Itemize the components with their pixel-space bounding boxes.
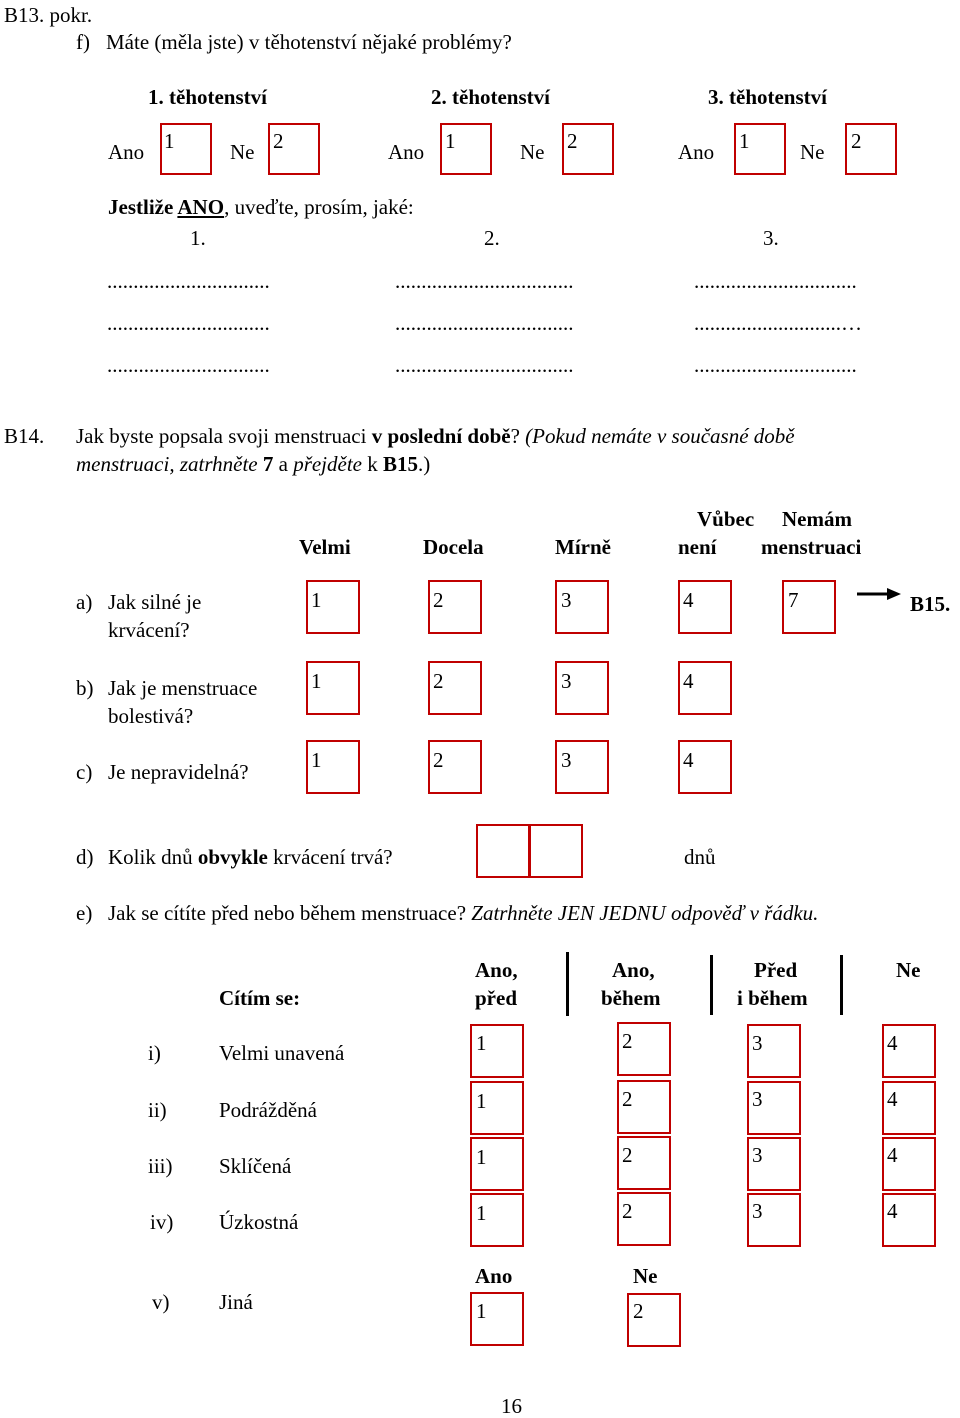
e-row-2-code-3: 3: [752, 1087, 763, 1111]
row-b-code-1: 1: [311, 669, 322, 693]
e-row-4-code-1: 1: [476, 1201, 487, 1225]
row-b-code-3: 3: [561, 669, 572, 693]
answer-line-2-3[interactable]: ..................................: [395, 353, 574, 377]
e-row-4-num: iv): [150, 1210, 174, 1234]
col-vubec-line2: není: [678, 535, 717, 559]
answer-number-2: 2.: [484, 226, 500, 250]
answer-line-2-2[interactable]: ..................................: [395, 311, 574, 335]
b14-question-bold: v poslední době: [371, 424, 511, 448]
skip-to-b15: B15.: [910, 592, 951, 616]
answer-number-3: 3.: [763, 226, 779, 250]
e-row-1-label: Velmi unavená: [219, 1041, 345, 1065]
e-col1-line2: před: [475, 986, 517, 1010]
col-docela: Docela: [423, 535, 484, 559]
row-e-text: [108, 903, 818, 924]
row-a-text-1: Jak silné je: [108, 590, 202, 614]
row-b-code-2: 2: [433, 669, 444, 693]
v-ne-code: 2: [633, 1299, 644, 1323]
page-number: 16: [501, 1394, 522, 1418]
if-yes-word: ANO: [177, 195, 225, 219]
pregnancy-1-header: 1. těhotenství: [148, 85, 267, 109]
b14-question-mark: ?: [510, 424, 520, 448]
e-row-3-code-1: 1: [476, 1145, 487, 1169]
e-row-3-num: iii): [148, 1154, 173, 1178]
p3-ano-code: 1: [739, 129, 750, 153]
e-row-3-code-4: 4: [887, 1143, 898, 1167]
row-a-code-1: 1: [311, 588, 322, 612]
e-col3-line2: i během: [737, 986, 808, 1010]
e-row-3-code-2: 2: [622, 1143, 633, 1167]
col-nemam-line1: Nemám: [782, 507, 852, 531]
e-col2-line2: během: [601, 986, 661, 1010]
row-b-text-1: Jak je menstruace: [108, 676, 258, 700]
e-col4: Ne: [896, 958, 921, 982]
b14-question-start: Jak byste popsala svoji menstruaci: [76, 424, 372, 448]
row-a-code-2: 2: [433, 588, 444, 612]
answer-line-1-3[interactable]: ...............................: [107, 353, 270, 377]
b14-question-line1: [76, 426, 795, 447]
days-digit-2-box[interactable]: [529, 824, 583, 878]
e-col3-line1: Před: [754, 958, 798, 982]
row-d-text-bold: obvykle: [197, 845, 268, 869]
row-a-code-4: 4: [683, 588, 694, 612]
e-row-2-num: ii): [148, 1098, 167, 1122]
v-ne-header: Ne: [633, 1264, 658, 1288]
p2-ne-code: 2: [567, 129, 578, 153]
b14-note-1: (Pokud nemáte v současné době: [519, 424, 795, 448]
e-row-1-code-3: 3: [752, 1031, 763, 1055]
e-row-2-label: Podrážděná: [219, 1098, 317, 1122]
row-c-label: c): [76, 760, 93, 784]
p2-ano-code: 1: [445, 129, 456, 153]
col-nemam-line2: menstruaci: [761, 535, 862, 559]
p2-ano-label: Ano: [388, 140, 425, 164]
if-yes-instruction: [108, 197, 414, 218]
row-e-label: e): [76, 901, 93, 925]
e-col1-line1: Ano,: [475, 958, 518, 982]
col-mirne: Mírně: [555, 535, 611, 559]
e-col2-line1: Ano,: [612, 958, 655, 982]
e-row-3-code-3: 3: [752, 1143, 763, 1167]
row-b-text-2: bolestivá?: [108, 704, 194, 728]
b14-note-2g: .): [418, 452, 431, 476]
e-col-divider-3: [840, 955, 843, 1015]
v-ano-code: 1: [476, 1299, 487, 1323]
p2-ne-label: Ne: [520, 140, 545, 164]
row-e-instruction: Zatrhněte JEN JEDNU odpověď v řádku.: [471, 901, 819, 925]
answer-number-1: 1.: [190, 226, 206, 250]
e-row-1-code-4: 4: [887, 1031, 898, 1055]
e-row-1-num: i): [148, 1041, 161, 1065]
question-f-text: Máte (měla jste) v těhotenství nějaké problémy?: [106, 30, 512, 54]
b14-note-2f: B15: [383, 452, 419, 476]
row-d-text: [108, 847, 393, 868]
p1-ano-label: Ano: [108, 140, 145, 164]
col-vubec-line1: Vůbec: [697, 507, 755, 531]
b14-note-2e: k: [362, 452, 383, 476]
row-d-text-2: krvácení trvá?: [267, 845, 393, 869]
col-velmi: Velmi: [299, 535, 351, 559]
answer-line-3-3[interactable]: ...............................: [694, 353, 857, 377]
pregnancy-2-header: 2. těhotenství: [431, 85, 550, 109]
answer-line-2-1[interactable]: ..................................: [395, 269, 574, 293]
e-row-4-code-4: 4: [887, 1199, 898, 1223]
row-a-code-3: 3: [561, 588, 572, 612]
e-row-4-code-2: 2: [622, 1199, 633, 1223]
section-label-b14: B14.: [4, 424, 45, 448]
e-row-2-code-2: 2: [622, 1087, 633, 1111]
row-c-code-1: 1: [311, 748, 322, 772]
p1-ano-code: 1: [164, 129, 175, 153]
e-col-divider-2: [710, 955, 713, 1015]
e-row-5-label: Jiná: [219, 1290, 253, 1314]
row-c-code-4: 4: [683, 748, 694, 772]
e-row-1-code-1: 1: [476, 1031, 487, 1055]
row-c-code-3: 3: [561, 748, 572, 772]
e-row-1-code-2: 2: [622, 1029, 633, 1053]
if-yes-prefix: Jestliže: [108, 195, 178, 219]
row-a-code-7: 7: [788, 588, 799, 612]
row-e-question: Jak se cítíte před nebo během menstruace?: [108, 901, 472, 925]
b14-note-2d: přejděte: [293, 452, 362, 476]
e-row-4-code-3: 3: [752, 1199, 763, 1223]
row-a-text-2: krvácení?: [108, 618, 190, 642]
e-col-divider-1: [566, 952, 569, 1016]
row-b-code-4: 4: [683, 669, 694, 693]
question-f-label: f): [76, 30, 90, 54]
p3-ne-code: 2: [851, 129, 862, 153]
row-b-label: b): [76, 676, 94, 700]
row-d-label: d): [76, 845, 94, 869]
pregnancy-3-header: 3. těhotenství: [708, 85, 827, 109]
e-row-5-num: v): [152, 1290, 170, 1314]
p3-ano-label: Ano: [678, 140, 715, 164]
e-row-2-code-1: 1: [476, 1089, 487, 1113]
answer-line-3-2[interactable]: ............................…: [694, 311, 862, 335]
e-row-3-label: Sklíčená: [219, 1154, 292, 1178]
feel-header: Cítím se:: [219, 986, 301, 1010]
b14-note-2c: a: [273, 452, 294, 476]
row-c-text: Je nepravidelná?: [108, 760, 249, 784]
arrow-right-icon: [857, 586, 901, 602]
v-ano-header: Ano: [475, 1264, 513, 1288]
answer-line-1-2[interactable]: ...............................: [107, 311, 270, 335]
days-digit-1-box[interactable]: [476, 824, 530, 878]
p3-ne-label: Ne: [800, 140, 825, 164]
row-d-text-1: Kolik dnů: [108, 845, 198, 869]
days-unit: dnů: [684, 845, 716, 869]
row-a-label: a): [76, 590, 93, 614]
section-label-b13: B13. pokr.: [4, 3, 93, 27]
p1-ne-code: 2: [273, 129, 284, 153]
row-c-code-2: 2: [433, 748, 444, 772]
answer-line-1-1[interactable]: ...............................: [107, 269, 270, 293]
b14-note-2b: 7: [262, 452, 274, 476]
if-yes-suffix: , uveďte, prosím, jaké:: [224, 195, 414, 219]
e-row-4-label: Úzkostná: [219, 1210, 299, 1234]
p1-ne-label: Ne: [230, 140, 255, 164]
b14-question-line2: [76, 454, 430, 475]
b14-note-2a: menstruaci, zatrhněte: [76, 452, 263, 476]
answer-line-3-1[interactable]: ...............................: [694, 269, 857, 293]
e-row-2-code-4: 4: [887, 1087, 898, 1111]
